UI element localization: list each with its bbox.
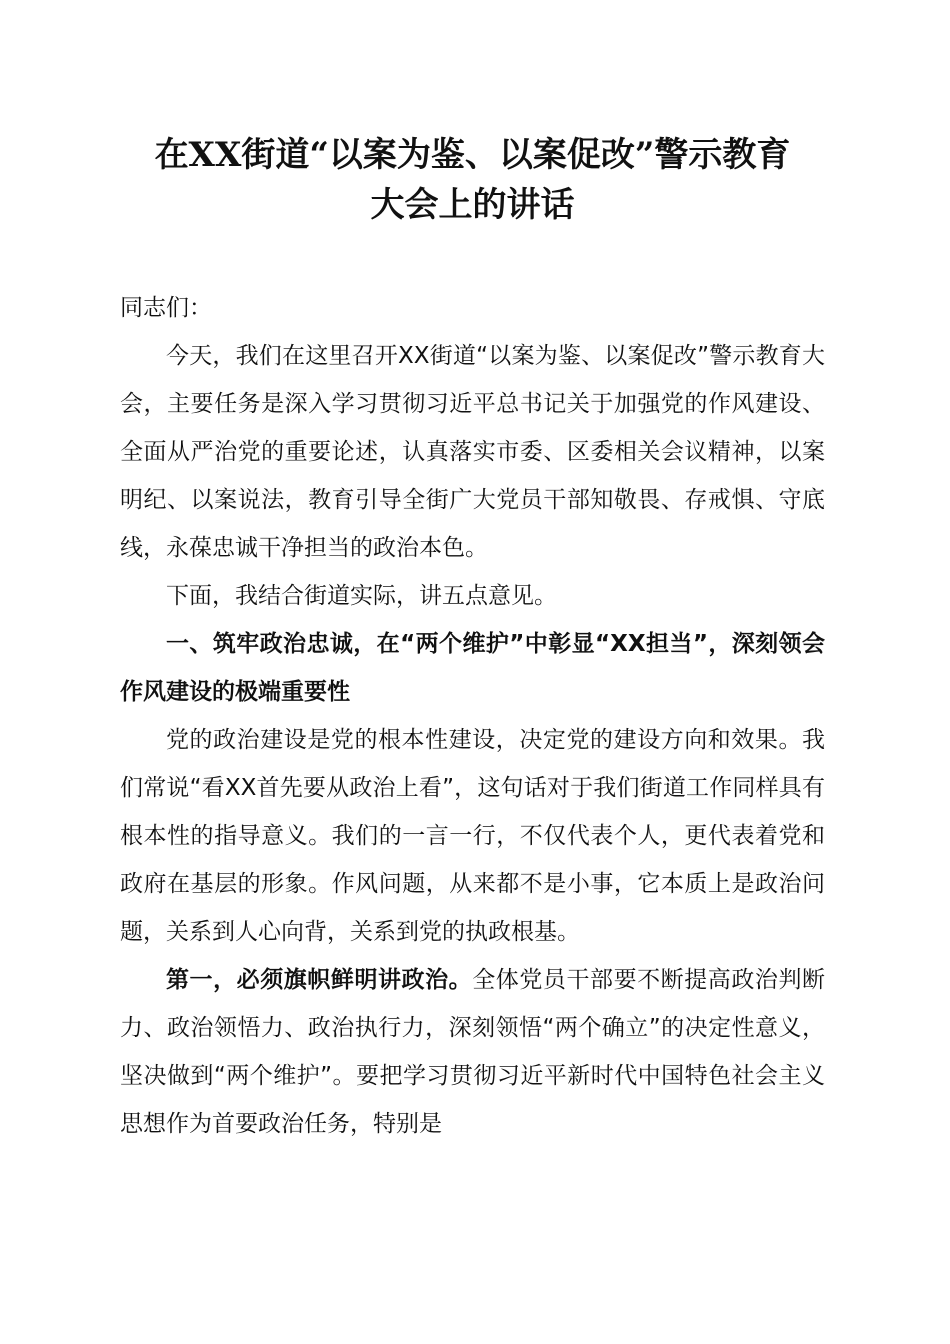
paragraph-intro: 今天，我们在这里召开XX街道“以案为鉴、以案促改”警示教育大会，主要任务是深入学习贯彻习近平总书记关于加强党的作风建设、全面从严治党的重要论述，认真落实市委、区委相关会议精神，以案明纪、以案说法，教育引导全街广大党员干部知敬畏、存戒惧、守底线，永葆忠诚干净担当的政治本色。	[120, 343, 825, 561]
title-line-2: 大会上的讲话	[370, 185, 575, 225]
paragraph-point-1	[120, 956, 825, 1148]
salutation: 同志们：	[120, 295, 212, 321]
document-title	[120, 130, 825, 230]
point-1-text: 全体党员干部要不断提高政治判断力、政治领悟力、政治执行力，深刻领悟“两个确立”的决定性意义，坚决做到“两个维护”。要把学习贯彻习近平新时代中国特色社会主义思想作为首要政治任务，特别是	[120, 967, 826, 1137]
paragraph-section-1: 党的政治建设是党的根本性建设，决定党的建设方向和效果。我们常说“看XX首先要从政治上看”，这句话对于我们街道工作同样具有根本性的指导意义。我们的一言一行，不仅代表个人，更代表着党和政府在基层的形象。作风问题，从来都不是小事，它本质上是政治问题，关系到人心向背，关系到党的执政根基。	[120, 727, 825, 945]
point-1-lead: 第一，必须旗帜鲜明讲政治。	[166, 967, 473, 993]
title-line-1: 在XX街道“以案为鉴、以案促改”警示教育	[154, 135, 791, 175]
document-page	[120, 130, 825, 1148]
paragraph-outline: 下面，我结合街道实际，讲五点意见。	[166, 583, 557, 609]
section-heading-1: 一、筑牢政治忠诚，在“两个维护”中彰显“XX担当”，深刻领会作风建设的极端重要性	[120, 631, 825, 705]
document-body	[120, 284, 825, 1148]
